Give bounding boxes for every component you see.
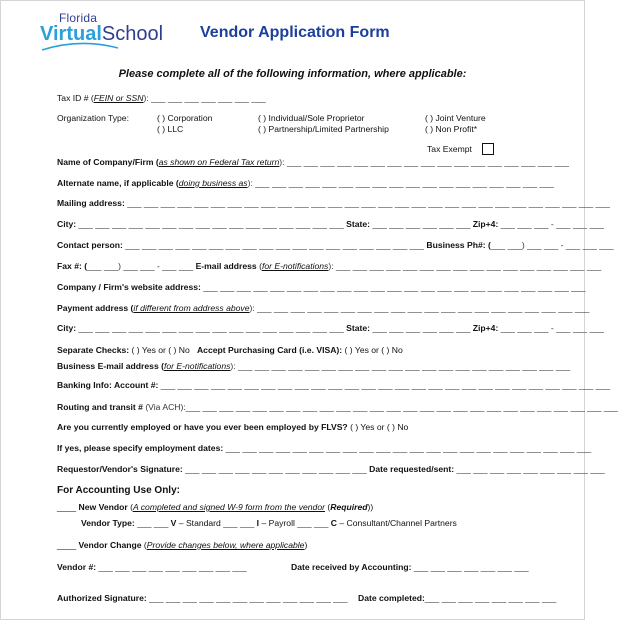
- account-number-field[interactable]: Banking Info: Account #: ___ ___ ___ ___ ___ ___ ___ ___ ___ ___ ___ ___ ___ ___ ___ ___ ___ ___ ___ ___ ___ ___ ___ ___ ___ ___ ___: [57, 380, 610, 390]
- new-vendor-option[interactable]: ____ New Vendor (A completed and signed W-9 form from the vendor (Required)): [57, 502, 374, 512]
- org-partnership-option[interactable]: ( ) Partnership/Limited Partnership: [258, 124, 389, 134]
- alternate-name-field[interactable]: Alternate name, if applicable (doing business as): ___ ___ ___ ___ ___ ___ ___ ___ ___ ___ ___ ___ ___ ___ ___ ___ ___ ___: [57, 178, 554, 188]
- business-email-field[interactable]: Business E-mail address (for E-notifications): ___ ___ ___ ___ ___ ___ ___ ___ ___ ___ ___ ___ ___ ___ ___ ___ ___ ___ ___ ___: [57, 361, 571, 371]
- logo-swoosh-icon: [40, 40, 120, 54]
- vendor-number-field[interactable]: Vendor #: ___ ___ ___ ___ ___ ___ ___ ___ ___: [57, 562, 247, 572]
- city-state-zip-row-1[interactable]: City: ___ ___ ___ ___ ___ ___ ___ ___ ___ ___ ___ ___ ___ ___ ___ ___ State: ___ ___ ___ ___ ___ ___ Zip+4: ___ ___ ___ - ___ ___ ___: [57, 219, 604, 229]
- fax-email-row[interactable]: Fax #: (___ ___) ___ ___ - ___ ___ E-mail address (for E-notifications): ___ ___ ___ ___ ___ ___ ___ ___ ___ ___ ___ ___ ___ ___ ___ ___: [57, 261, 602, 271]
- vendor-type-row[interactable]: Vendor Type: ___ ___ V – Standard ___ ___ I – Payroll ___ ___ C – Consultant/Channel Partners: [81, 518, 457, 528]
- org-type-label: Organization Type:: [57, 113, 129, 123]
- payment-address-field[interactable]: Payment address (if different from address above): ___ ___ ___ ___ ___ ___ ___ ___ ___ ___ ___ ___ ___ ___ ___ ___ ___ ___ ___ ___: [57, 303, 590, 313]
- org-joint-venture-option[interactable]: ( ) Joint Venture: [425, 113, 486, 123]
- mailing-address-field[interactable]: Mailing address: ___ ___ ___ ___ ___ ___ ___ ___ ___ ___ ___ ___ ___ ___ ___ ___ ___ ___ ___ ___ ___ ___ ___ ___ ___ ___ ___ ___ ___: [57, 198, 610, 208]
- org-non-profit-option[interactable]: ( ) Non Profit*: [425, 124, 478, 134]
- vendor-change-option[interactable]: ____ Vendor Change (Provide changes below, where applicable): [57, 540, 308, 550]
- checks-card-row[interactable]: Separate Checks: ( ) Yes or ( ) No Accept Purchasing Card (i.e. VISA): ( ) Yes or ( ) No: [57, 345, 403, 355]
- signature-date-row[interactable]: Requestor/Vendor's Signature: ___ ___ ___ ___ ___ ___ ___ ___ ___ ___ ___ Date requested/sent: ___ ___ ___ ___ ___ ___ ___ ___ ___: [57, 464, 605, 474]
- org-corporation-option[interactable]: ( ) Corporation: [157, 113, 213, 123]
- employment-dates-field[interactable]: If yes, please specify employment dates: ___ ___ ___ ___ ___ ___ ___ ___ ___ ___ ___ ___ ___ ___ ___ ___ ___ ___ ___ ___ ___ ___: [57, 443, 592, 453]
- flvs-logo: [40, 12, 163, 45]
- date-completed-field[interactable]: Date completed:___ ___ ___ ___ ___ ___ ___ ___: [358, 593, 557, 603]
- website-field[interactable]: Company / Firm's website address: ___ ___ ___ ___ ___ ___ ___ ___ ___ ___ ___ ___ ___ ___ ___ ___ ___ ___ ___ ___ ___ ___ ___: [57, 282, 586, 292]
- tax-exempt-checkbox[interactable]: [482, 143, 494, 155]
- contact-phone-row[interactable]: Contact person: ___ ___ ___ ___ ___ ___ ___ ___ ___ ___ ___ ___ ___ ___ ___ ___ ___ ___ Business Ph#: (___ ___) ___ ___ - ___ ___ ___: [57, 240, 614, 250]
- org-individual-option[interactable]: ( ) Individual/Sole Proprietor: [258, 113, 365, 123]
- authorized-signature-field[interactable]: Authorized Signature: ___ ___ ___ ___ ___ ___ ___ ___ ___ ___ ___ ___: [57, 593, 348, 603]
- routing-number-field[interactable]: Routing and transit # (Via ACH):___ ___ ___ ___ ___ ___ ___ ___ ___ ___ ___ ___ ___ ___ ___ ___ ___ ___ ___ ___ ___ ___ ___ ___ ___ ___: [57, 402, 618, 412]
- logo-florida: Florida: [59, 11, 98, 25]
- company-name-field[interactable]: Name of Company/Firm (as shown on Federal Tax return): ___ ___ ___ ___ ___ ___ ___ ___ ___ ___ ___ ___ ___ ___ ___ ___ ___: [57, 157, 569, 167]
- form-instructions: Please complete all of the following information, where applicable:: [118, 68, 467, 80]
- flvs-employment-question[interactable]: Are you currently employed or have you ever been employed by FLVS? ( ) Yes or ( ) No: [57, 422, 409, 432]
- date-received-field[interactable]: Date received by Accounting: ___ ___ ___ ___ ___ ___ ___: [291, 562, 529, 572]
- logo-school: School: [101, 23, 164, 45]
- city-state-zip-row-2[interactable]: City: ___ ___ ___ ___ ___ ___ ___ ___ ___ ___ ___ ___ ___ ___ ___ ___ State: ___ ___ ___ ___ ___ ___ Zip+4: ___ ___ ___ - ___ ___ ___: [57, 323, 604, 333]
- tax-exempt-label: Tax Exempt: [427, 144, 472, 154]
- accounting-section-title: For Accounting Use Only:: [57, 485, 180, 496]
- logo-virtual: Virtual: [40, 23, 102, 45]
- tax-id-field[interactable]: Tax ID # (FEIN or SSN): ___ ___ ___ ___ ___ ___ ___: [57, 93, 266, 103]
- form-title: Vendor Application Form: [200, 24, 390, 41]
- org-llc-option[interactable]: ( ) LLC: [157, 124, 184, 134]
